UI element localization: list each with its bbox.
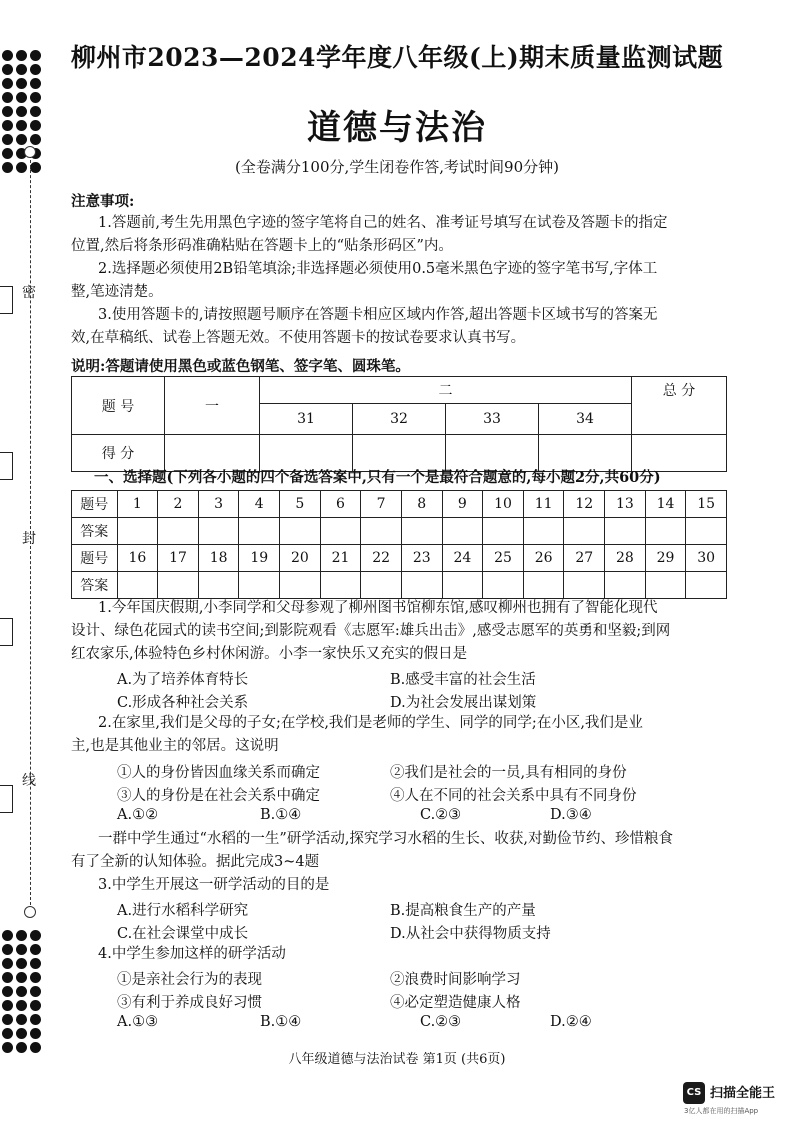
grid-q-num: 2	[158, 491, 199, 518]
grid-q-num: 8	[401, 491, 442, 518]
q4-stem: 4.中学生参加这样的研学活动	[98, 946, 286, 962]
binding-char-xian: 线	[22, 773, 36, 789]
score-sub-33: 33	[446, 404, 539, 435]
q3-option-c: C.在社会课堂中成长	[117, 926, 249, 942]
q2-statement: ②我们是社会的一员,具有相同的身份	[390, 765, 627, 781]
notice-line: 1.答题前,考生先用黑色字迹的签字笔将自己的姓名、准考证号填写在试卷及答题卡的指定	[98, 215, 668, 231]
grid-answer-cell	[280, 518, 321, 545]
q1-option-a: A.为了培养体育特长	[117, 672, 249, 688]
q2-statement: ③人的身份是在社会关系中确定	[117, 788, 320, 804]
grid-answer-cell	[401, 518, 442, 545]
q4-option-c: C.②③	[420, 1014, 462, 1030]
score-sub-31: 31	[260, 404, 353, 435]
grid-q-num: 19	[239, 545, 280, 572]
grid-answer-cell	[483, 572, 524, 599]
binding-dots-bottom	[0, 930, 44, 1053]
grid-q-num: 14	[645, 491, 686, 518]
q3-stem: 3.中学生开展这一研学活动的目的是	[98, 877, 330, 893]
grid-q-label: 题号	[72, 545, 118, 572]
score-sub-34: 34	[539, 404, 632, 435]
binding-box	[0, 452, 13, 480]
grid-q-num: 17	[158, 545, 199, 572]
camscanner-name: 扫描全能王	[710, 1086, 776, 1101]
grid-q-num: 21	[320, 545, 361, 572]
q3-option-d: D.从社会中获得物质支持	[390, 926, 551, 942]
score-label-points: 得 分	[72, 435, 165, 472]
q1-option-c: C.形成各种社会关系	[117, 695, 249, 711]
grid-answer-cell	[158, 518, 199, 545]
grid-answer-cell	[158, 572, 199, 599]
instruction: 说明:答题请使用黑色或蓝色钢笔、签字笔、圆珠笔。	[71, 358, 410, 375]
notice-line: 整,笔迹清楚。	[71, 284, 163, 300]
grid-a-label: 答案	[72, 572, 118, 599]
binding-char-mi: 密	[22, 285, 36, 301]
q2-option-d: D.③④	[550, 807, 592, 823]
exam-note: (全卷满分100分,学生闭卷作答,考试时间90分钟)	[235, 158, 559, 176]
q2-statement: ④人在不同的社会关系中具有不同身份	[390, 788, 637, 804]
material-text: 一群中学生通过“水稻的一生”研学活动,探究学习水稻的生长、收获,对勤俭节约、珍惜粮食	[98, 831, 674, 847]
camscanner-logo-icon: CS	[683, 1082, 705, 1104]
grid-q-num: 22	[361, 545, 402, 572]
score-table	[71, 376, 727, 472]
q2-option-c: C.②③	[420, 807, 462, 823]
subject-title: 道德与法治	[307, 108, 487, 148]
grid-answer-cell	[117, 572, 158, 599]
grid-q-num: 1	[117, 491, 158, 518]
grid-q-num: 28	[605, 545, 646, 572]
notice-heading: 注意事项:	[71, 193, 135, 210]
grid-answer-cell	[564, 518, 605, 545]
grid-answer-cell	[239, 572, 280, 599]
q4-option-b: B.①④	[260, 1014, 302, 1030]
grid-q-num: 6	[320, 491, 361, 518]
grid-answer-cell	[239, 518, 280, 545]
q4-statement: ④必定塑造健康人格	[390, 995, 521, 1011]
grid-answer-cell	[401, 572, 442, 599]
grid-q-num: 23	[401, 545, 442, 572]
q1-stem: 红农家乐,体验特色乡村休闲游。小李一家快乐又充实的假日是	[71, 646, 468, 662]
grid-q-num: 4	[239, 491, 280, 518]
binding-box	[0, 286, 13, 314]
grid-answer-cell	[198, 518, 239, 545]
q4-statement: ①是亲社会行为的表现	[117, 972, 262, 988]
grid-answer-cell	[198, 572, 239, 599]
grid-q-num: 25	[483, 545, 524, 572]
grid-q-num: 3	[198, 491, 239, 518]
page-footer: 八年级道德与法治试卷 第1页 (共6页)	[288, 1052, 506, 1067]
binding-box	[0, 618, 13, 646]
section-heading: 一、选择题(下列各小题的四个备选答案中,只有一个是最符合题意的,每小题2分,共60分)	[94, 469, 661, 486]
q2-stem: 主,也是其他业主的邻居。这说明	[71, 738, 279, 754]
grid-q-num: 15	[686, 491, 727, 518]
notice-line: 2.选择题必须使用2B铅笔填涂;非选择题必须使用0.5毫米黑色字迹的签字笔书写,字体工	[98, 261, 658, 277]
score-sub-32: 32	[353, 404, 446, 435]
grid-answer-cell	[361, 518, 402, 545]
q3-option-a: A.进行水稻科学研究	[117, 903, 249, 919]
grid-answer-cell	[686, 572, 727, 599]
grid-a-label: 答案	[72, 518, 118, 545]
grid-q-num: 26	[523, 545, 564, 572]
grid-answer-cell	[280, 572, 321, 599]
grid-answer-cell	[442, 572, 483, 599]
grid-q-num: 13	[605, 491, 646, 518]
grid-q-num: 5	[280, 491, 321, 518]
grid-answer-cell	[605, 518, 646, 545]
binding-char-feng: 封	[22, 531, 36, 547]
grid-answer-cell	[564, 572, 605, 599]
score-part-two: 二	[260, 377, 632, 404]
camscanner-tagline: 3亿人都在用的扫描App	[684, 1107, 759, 1115]
grid-q-num: 7	[361, 491, 402, 518]
material-text: 有了全新的认知体验。据此完成3~4题	[71, 854, 320, 870]
q1-option-d: D.为社会发展出谋划策	[390, 695, 537, 711]
q4-option-a: A.①③	[117, 1014, 159, 1030]
notice-line: 3.使用答题卡的,请按照题号顺序在答题卡相应区域内作答,超出答题卡区域书写的答案无	[98, 307, 658, 323]
grid-answer-cell	[523, 518, 564, 545]
grid-answer-cell	[483, 518, 524, 545]
grid-q-num: 29	[645, 545, 686, 572]
grid-answer-cell	[320, 518, 361, 545]
q4-statement: ②浪费时间影响学习	[390, 972, 521, 988]
grid-q-num: 16	[117, 545, 158, 572]
q2-option-a: A.①②	[117, 807, 159, 823]
q2-stem: 2.在家里,我们是父母的子女;在学校,我们是老师的学生、同学的同学;在小区,我们是业	[98, 715, 643, 731]
grid-answer-cell	[605, 572, 646, 599]
score-total: 总 分	[632, 377, 727, 435]
grid-q-num: 18	[198, 545, 239, 572]
grid-q-label: 题号	[72, 491, 118, 518]
grid-q-num: 24	[442, 545, 483, 572]
grid-answer-cell	[686, 518, 727, 545]
q2-statement: ①人的身份皆因血缘关系而确定	[117, 765, 320, 781]
grid-answer-cell	[645, 518, 686, 545]
grid-q-num: 12	[564, 491, 605, 518]
grid-q-num: 30	[686, 545, 727, 572]
grid-answer-cell	[320, 572, 361, 599]
answer-grid	[71, 490, 727, 599]
q1-option-b: B.感受丰富的社会生活	[390, 672, 536, 688]
binding-box	[0, 785, 13, 813]
q4-option-d: D.②④	[550, 1014, 592, 1030]
notice-line: 位置,然后将条形码准确粘贴在答题卡上的“贴条形码区”内。	[71, 238, 453, 254]
grid-answer-cell	[361, 572, 402, 599]
binding-circle-bottom	[24, 906, 36, 918]
q3-option-b: B.提高粮食生产的产量	[390, 903, 536, 919]
q1-stem: 设计、绿色花园式的读书空间;到影院观看《志愿军:雄兵出击》,感受志愿军的英勇和坚毅;到网	[71, 623, 671, 639]
grid-q-num: 11	[523, 491, 564, 518]
score-label-question: 题 号	[72, 377, 165, 435]
grid-q-num: 27	[564, 545, 605, 572]
exam-title: 柳州市2023—2024学年度八年级(上)期末质量监测试题	[70, 43, 724, 72]
grid-answer-cell	[117, 518, 158, 545]
grid-q-num: 20	[280, 545, 321, 572]
q2-option-b: B.①④	[260, 807, 302, 823]
grid-answer-cell	[645, 572, 686, 599]
q4-statement: ③有利于养成良好习惯	[117, 995, 262, 1011]
grid-answer-cell	[523, 572, 564, 599]
q1-stem: 1.今年国庆假期,小李同学和父母参观了柳州图书馆柳东馆,感叹柳州也拥有了智能化现代	[98, 600, 658, 616]
grid-q-num: 10	[483, 491, 524, 518]
grid-q-num: 9	[442, 491, 483, 518]
score-part-one: 一	[165, 377, 260, 435]
notice-line: 效,在草稿纸、试卷上答题无效。不使用答题卡的按试卷要求认真书写。	[71, 330, 526, 346]
grid-answer-cell	[442, 518, 483, 545]
